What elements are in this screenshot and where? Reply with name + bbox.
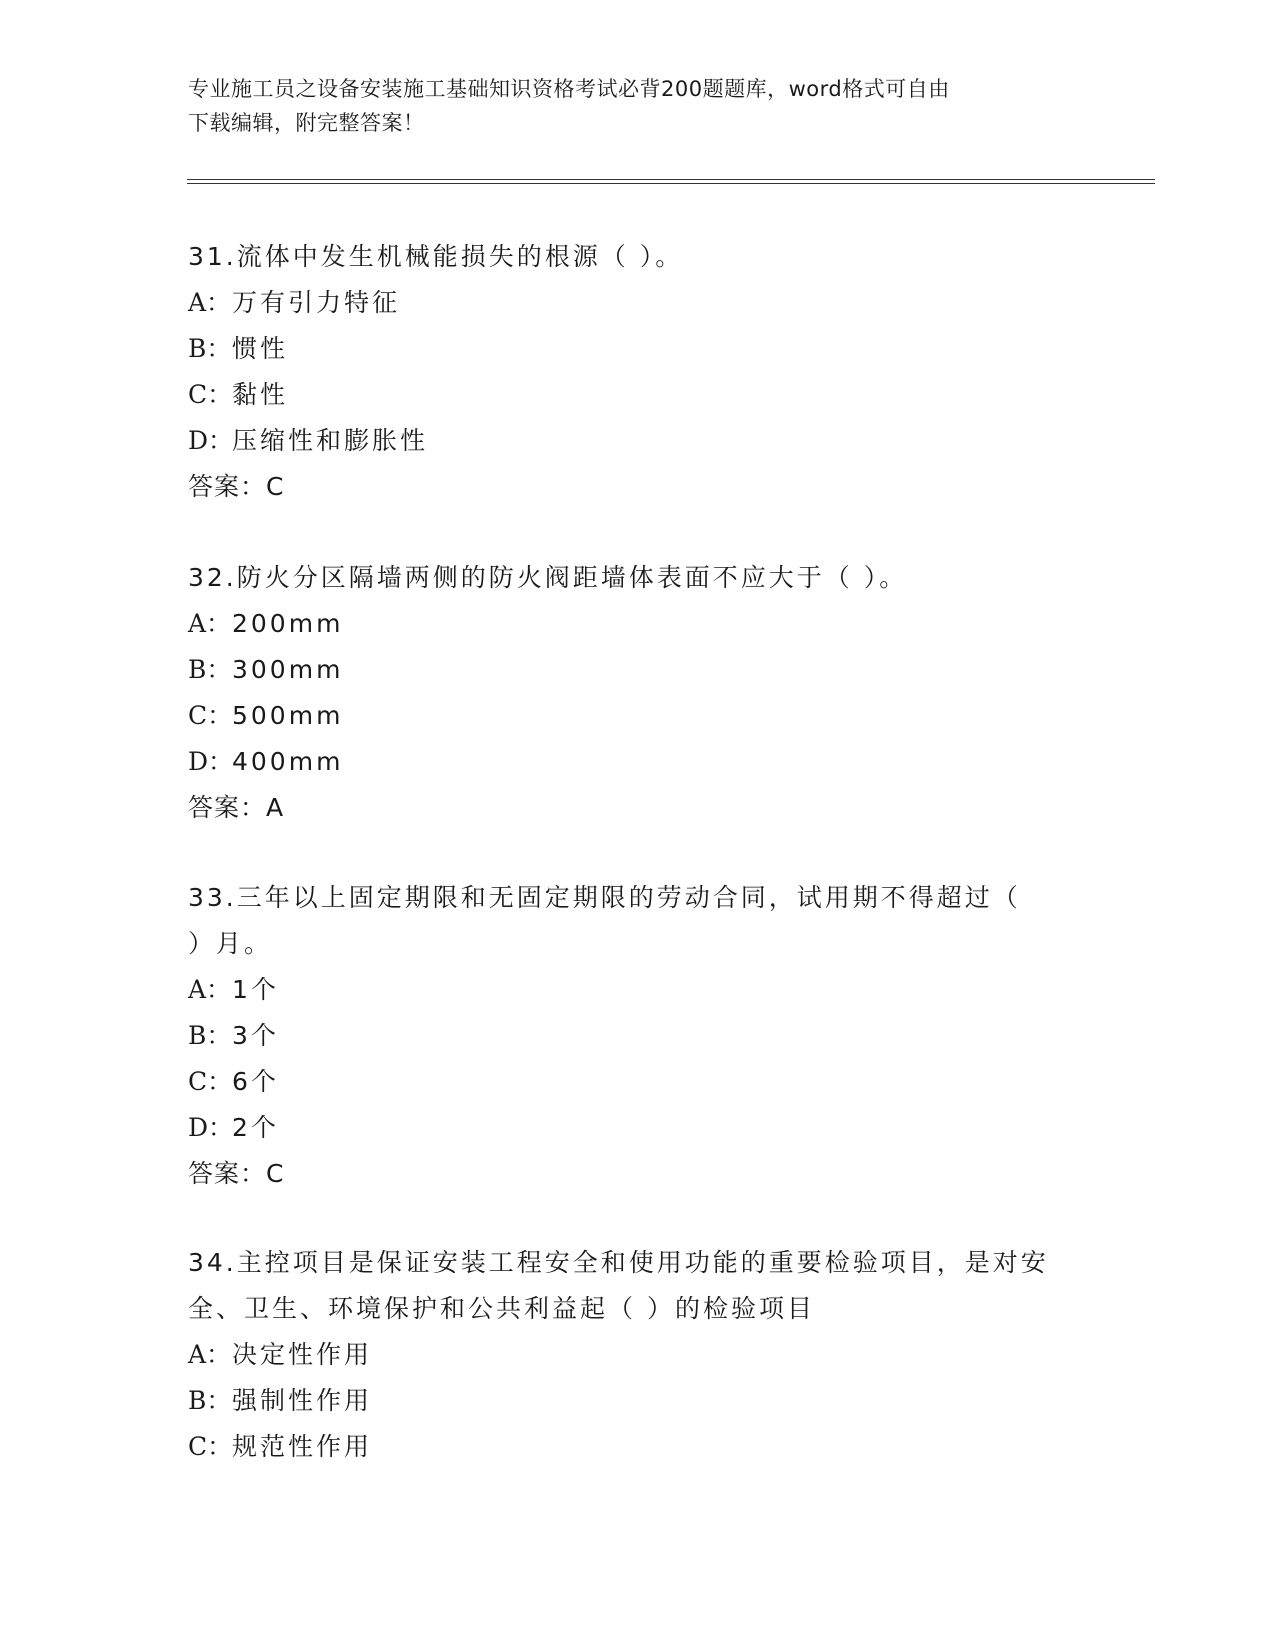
option-c: [188, 693, 1088, 739]
option-key: C：: [188, 380, 233, 409]
stem-line: 31.流体中发生机械能损失的根源（ ）。: [188, 242, 684, 271]
option-key: C：: [188, 701, 233, 730]
question-stem: [188, 234, 1088, 280]
option-text: 黏性: [232, 380, 289, 409]
option-text: 压缩性和膨胀性: [232, 426, 429, 455]
option-a: [188, 601, 1088, 647]
option-text: 300mm: [232, 655, 344, 684]
option-b: [188, 647, 1088, 693]
option-c: [188, 1059, 1088, 1105]
option-a: [188, 1332, 1088, 1378]
option-text: 6个: [232, 1067, 279, 1096]
stem-line: 32.防火分区隔墙两侧的防火阀距墙体表面不应大于（ ）。: [188, 563, 908, 592]
question-32: [188, 555, 1088, 831]
option-text: 1个: [232, 975, 279, 1004]
stem-line: ）月。: [188, 929, 273, 958]
header-line-1: 专业施工员之设备安装施工基础知识资格考试必背200题题库，word格式可自由: [188, 77, 950, 101]
option-text: 决定性作用: [232, 1340, 373, 1369]
option-key: A：: [188, 1340, 232, 1369]
option-key: D：: [188, 1113, 234, 1142]
option-text: 2个: [232, 1113, 279, 1142]
question-stem: [188, 555, 1088, 601]
document-header: [188, 72, 1088, 140]
option-key: A：: [188, 288, 232, 317]
question-34: [188, 1240, 1088, 1470]
option-a: [188, 967, 1088, 1013]
option-text: 规范性作用: [232, 1432, 373, 1461]
option-key: D：: [188, 747, 234, 776]
option-text: 400mm: [232, 747, 344, 776]
option-a: [188, 280, 1088, 326]
stem-line: 33.三年以上固定期限和无固定期限的劳动合同，试用期不得超过（: [188, 883, 1021, 912]
option-d: [188, 418, 1088, 464]
option-text: 500mm: [232, 701, 344, 730]
option-d: [188, 739, 1088, 785]
option-key: A：: [188, 975, 232, 1004]
option-key: B：: [188, 334, 232, 363]
question-33: [188, 875, 1088, 1197]
option-d: [188, 1105, 1088, 1151]
answer-line: 答案：A: [188, 793, 285, 822]
question-31: [188, 234, 1088, 510]
option-key: B：: [188, 655, 232, 684]
option-text: 3个: [232, 1021, 279, 1050]
stem-line: 34.主控项目是保证安装工程安全和使用功能的重要检验项目，是对安: [188, 1248, 1049, 1277]
header-divider-top: [187, 179, 1155, 180]
option-c: [188, 1424, 1088, 1470]
question-stem: [188, 875, 1088, 967]
option-key: B：: [188, 1021, 232, 1050]
option-text: 强制性作用: [232, 1386, 373, 1415]
header-divider-bottom: [187, 183, 1155, 184]
option-b: [188, 1013, 1088, 1059]
option-text: 万有引力特征: [232, 288, 401, 317]
option-key: B：: [188, 1386, 232, 1415]
option-b: [188, 326, 1088, 372]
option-key: C：: [188, 1432, 233, 1461]
option-key: D：: [188, 426, 234, 455]
question-stem: [188, 1240, 1088, 1332]
option-key: C：: [188, 1067, 233, 1096]
option-c: [188, 372, 1088, 418]
answer-line: 答案：C: [188, 1159, 285, 1188]
answer-line: 答案：C: [188, 472, 285, 501]
option-key: A：: [188, 609, 232, 638]
stem-line: 全、卫生、环境保护和公共利益起（ ）的检验项目: [188, 1294, 815, 1323]
header-line-2: 下载编辑，附完整答案！: [188, 111, 425, 135]
option-text: 200mm: [232, 609, 344, 638]
option-b: [188, 1378, 1088, 1424]
option-text: 惯性: [232, 334, 289, 363]
